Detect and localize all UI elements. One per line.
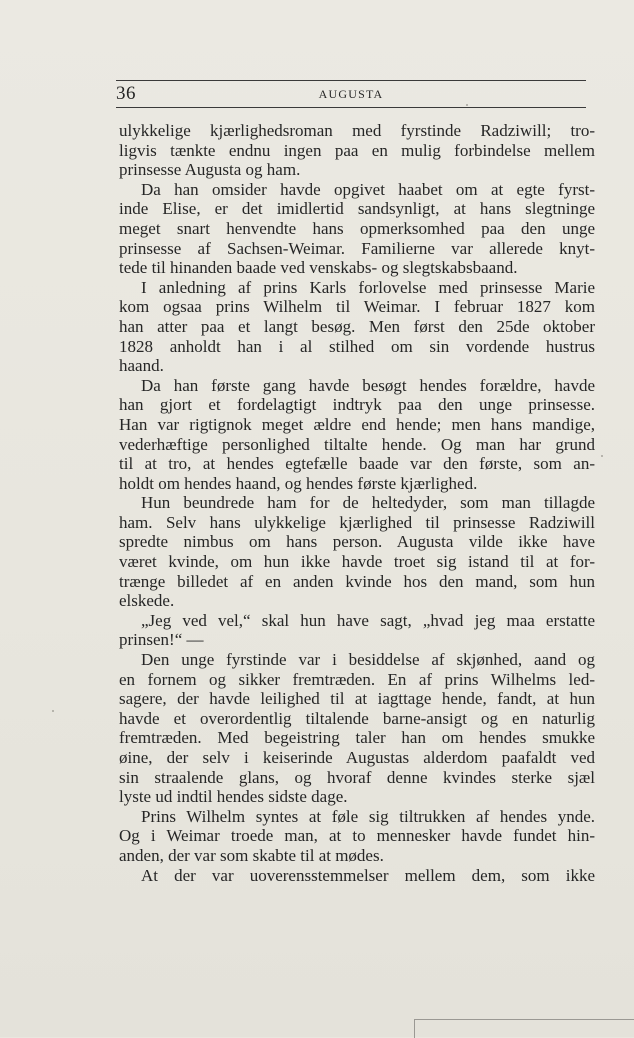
text-line: øine, der selv i keiserinde Augustas alderdom paafaldt ved	[119, 748, 595, 767]
text-line: han atter paa et langt besøg. Men først den 25de oktober	[119, 316, 595, 336]
text-line: „Jeg ved vel,“ skal hun have sagt, „hvad jeg maa erstatte	[141, 610, 595, 630]
text-line: ligvis tænkte endnu ingen paa en mulig forbindelse mellem	[119, 140, 595, 160]
text-line: ulykkelige kjærlighedsroman med fyrstinde Radziwill; tro-	[119, 121, 595, 140]
text-line: anden, der var som skabte til at mødes.	[119, 845, 384, 865]
text-line: spredte nimbus om hans person. Augusta vilde ikke have	[119, 532, 595, 552]
text-line: sin straalende glans, og hvoraf denne kvindes sterke sjæl	[119, 767, 595, 787]
text-line: været kvinde, om hun ikke havde troet sig istand til at for-	[119, 552, 595, 572]
text-line: fremtræden. Med begeistring taler han om hendes smukke	[119, 728, 595, 748]
running-title: AUGUSTA	[318, 87, 384, 101]
text-line: Da han første gang havde besøgt hendes forældre, havde	[141, 375, 595, 395]
text-line: Da han omsider havde opgivet haabet om at egte fyrst-	[141, 179, 595, 199]
text-line: Prins Wilhelm syntes at føle sig tiltrukken af hendes ynde.	[141, 806, 595, 826]
text-line: tede til hinanden baade ved venskabs- og slegtskabsbaand.	[119, 258, 518, 278]
text-line: At der var uoverensstemmelser mellem dem, som ikke	[141, 865, 595, 885]
text-line: lyste ud indtil hendes sidste dage.	[119, 787, 348, 807]
page-header	[116, 80, 586, 108]
text-line: I anledning af prins Karls forlovelse med prinsesse Marie	[141, 277, 595, 297]
page-edge-mark	[414, 1019, 634, 1038]
text-line: prinsesse Augusta og ham.	[119, 160, 301, 180]
text-line: 1828 anholdt han i al stilhed om sin vordende hustrus	[119, 336, 595, 356]
text-line: elskede.	[119, 591, 175, 611]
text-line: kom ogsaa prins Wilhelm til Weimar. I februar 1827 kom	[119, 297, 595, 317]
text-line: til at tro, at hendes egtefælle baade var den første, som an-	[119, 454, 595, 474]
text-line: Hun beundrede ham for de heltedyder, som man tillagde	[141, 493, 595, 513]
text-line: vederhæftige personlighed tiltalte hende. Og man har grund	[119, 434, 595, 454]
text-line: Den unge fyrstinde var i besiddelse af skjønhed, aand og	[141, 650, 595, 670]
text-line: haand.	[119, 356, 164, 376]
paper-speck	[52, 710, 54, 712]
text-line: sagere, der havde leilighed til at iagttage hende, fandt, at hun	[119, 689, 595, 709]
text-line: Han var rigtignok meget ældre end hende; men hans mandige,	[119, 414, 595, 434]
text-line: ham. Selv hans ulykkelige kjærlighed til prinsesse Radziwill	[119, 512, 595, 532]
text-line: Og i Weimar troede man, at to mennesker havde fundet hin-	[119, 826, 595, 846]
text-line: meget snart henvendte hans opmerksomhed paa den unge	[119, 218, 595, 238]
text-line: havde et overordentlig tiltalende barne-ansigt og en naturlig	[119, 708, 595, 728]
text-line: holdt om hendes haand, og hendes første kjærlighed.	[119, 473, 478, 493]
text-line: prinsesse af Sachsen-Weimar. Familierne var allerede knyt-	[119, 238, 595, 258]
text-line: prinsen!“ —	[119, 630, 204, 650]
text-line: inde Elise, er det imidlertid sandsynligt, at hans slegtninge	[119, 199, 595, 219]
text-line: trænge billedet af en anden kvinde hos den mand, som hun	[119, 571, 595, 591]
body-text	[119, 121, 595, 885]
text-line: han gjort et fordelagtigt indtryk paa den unge prinsesse.	[119, 395, 595, 415]
paper-speck	[601, 455, 603, 457]
paper-speck	[466, 104, 468, 106]
page-number: 36	[116, 83, 136, 104]
text-line: en fornem og sikker fremtræden. En af prins Wilhelms led-	[119, 669, 595, 689]
